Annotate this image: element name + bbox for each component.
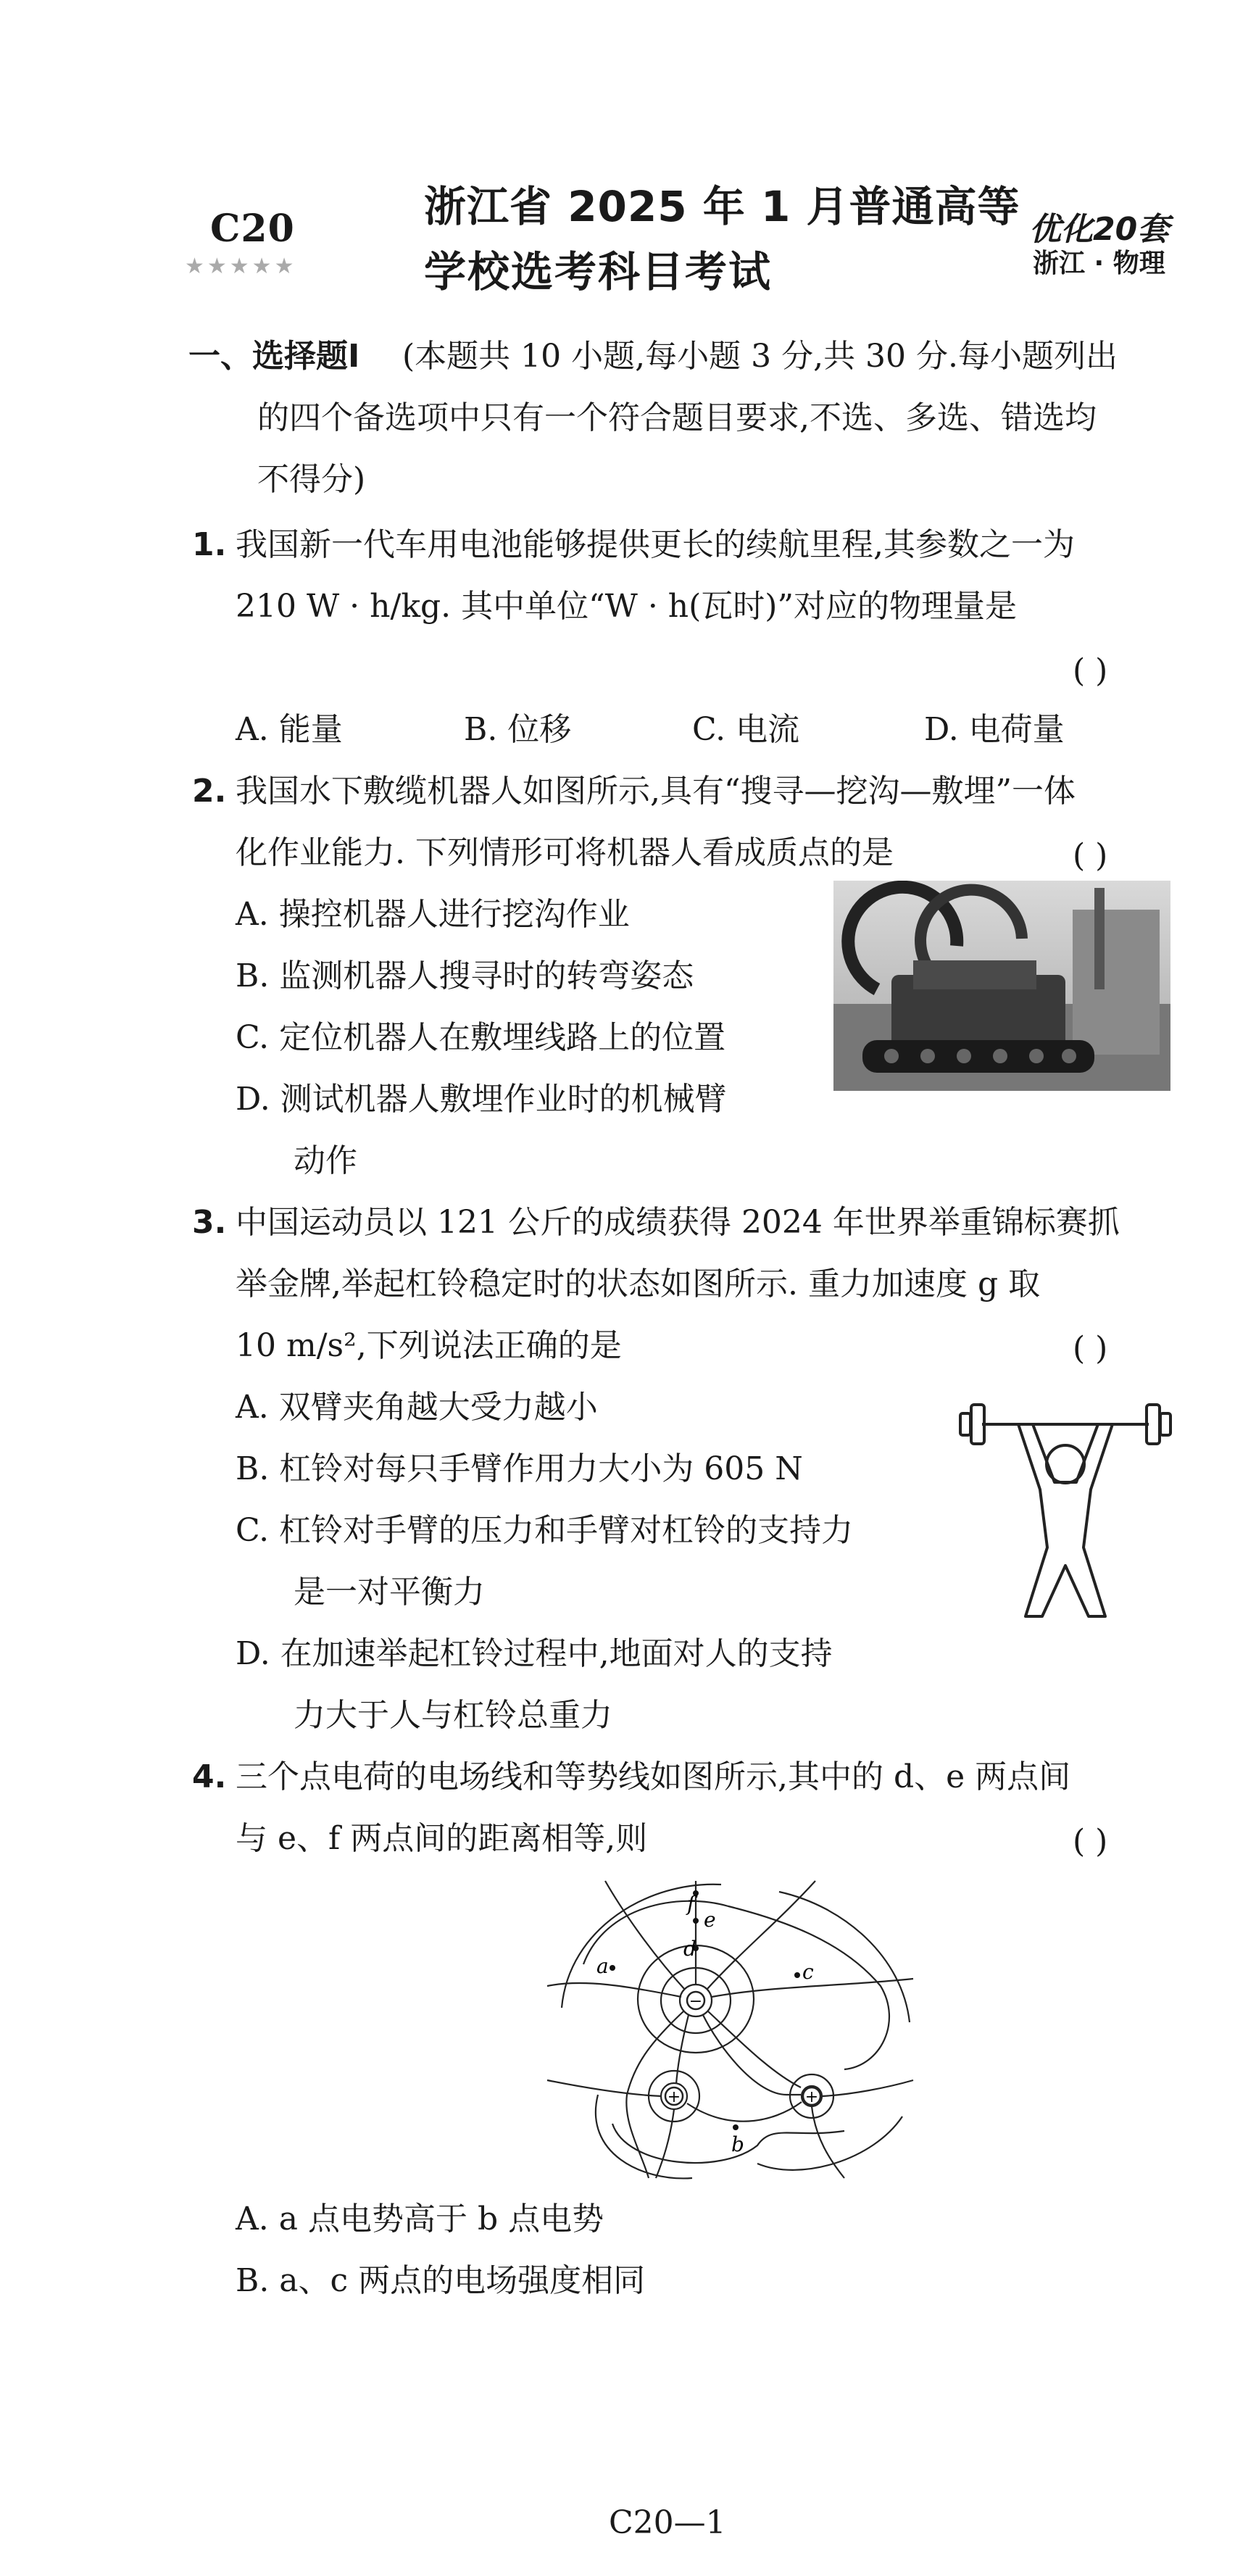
paper-code-badge: C20: [210, 207, 295, 251]
negative-charge-sign: −: [689, 1993, 703, 2011]
exam-title-line1: 浙江省 2025 年 1 月普通高等: [424, 182, 1020, 231]
question-number: 3.: [192, 1204, 227, 1241]
q3-text-line3: 10 m/s²,下列说法正确的是: [236, 1327, 622, 1364]
positive-charge-right-sign: +: [804, 2088, 819, 2106]
q4-text-line2: 与 e、f 两点间的距离相等,则: [236, 1820, 648, 1857]
question-number: 2.: [192, 773, 227, 810]
question-number: 4.: [192, 1758, 227, 1795]
q1-option-b: B. 位移: [464, 711, 572, 748]
q2-option-b: B. 监测机器人搜寻时的转弯姿态: [236, 957, 694, 994]
q3-option-b: B. 杠铃对每只手臂作用力大小为 605 N: [236, 1450, 803, 1487]
q3-option-c: C. 杠铃对手臂的压力和手臂对杠铃的支持力: [236, 1512, 854, 1549]
q3-option-c-cont: 是一对平衡力: [294, 1574, 485, 1611]
q1-text-line1: 我国新一代车用电池能够提供更长的续航里程,其参数之一为: [236, 526, 1075, 563]
q2-option-d: D. 测试机器人敷埋作业时的机械臂: [236, 1081, 727, 1118]
point-d-label: d: [683, 1937, 696, 1961]
positive-charge-left-sign: +: [667, 2088, 681, 2106]
q2-option-a: A. 操控机器人进行挖沟作业: [236, 896, 630, 933]
point-b-label: b: [731, 2132, 744, 2156]
answer-blank: ( ): [1073, 652, 1108, 689]
point-e-label: e: [704, 1908, 716, 1932]
weightlifter-figure: [957, 1392, 1174, 1631]
brand-subtitle: 浙江 · 物理: [1033, 249, 1165, 278]
brand-logo: 优化20套: [1029, 211, 1170, 248]
point-f-label: f: [687, 1892, 695, 1916]
q4-option-b: B. a、c 两点的电场强度相同: [236, 2262, 646, 2299]
q2-option-d-cont: 动作: [294, 1142, 357, 1179]
q2-text-line1: 我国水下敷缆机器人如图所示,具有“搜寻—挖沟—敷埋”一体: [236, 773, 1076, 810]
electric-field-figure: [540, 1877, 917, 2182]
badge-stars-icon: ★★★★★: [185, 254, 297, 279]
section-heading: 一、选择题Ⅰ: [188, 338, 360, 375]
q1-option-d: D. 电荷量: [924, 711, 1065, 748]
exam-title-line2: 学校选考科目考试: [424, 247, 773, 296]
point-c-label: c: [802, 1960, 814, 1984]
section-intro-line3: 不得分): [257, 461, 366, 498]
answer-blank: ( ): [1073, 837, 1108, 874]
q4-option-a: A. a 点电势高于 b 点电势: [236, 2201, 604, 2238]
q3-text-line2: 举金牌,举起杠铃稳定时的状态如图所示. 重力加速度 g 取: [236, 1266, 1041, 1302]
q3-option-d-cont: 力大于人与杠铃总重力: [294, 1697, 612, 1734]
question-number: 1.: [192, 526, 227, 563]
answer-blank: ( ): [1073, 1330, 1108, 1367]
q2-option-c: C. 定位机器人在敷埋线路上的位置: [236, 1019, 726, 1056]
q2-text-line2: 化作业能力. 下列情形可将机器人看成质点的是: [236, 834, 894, 871]
q3-option-a: A. 双臂夹角越大受力越小: [236, 1389, 598, 1426]
q1-option-c: C. 电流: [692, 711, 800, 748]
robot-photo: [833, 881, 1170, 1091]
q3-option-d: D. 在加速举起杠铃过程中,地面对人的支持: [236, 1635, 833, 1672]
page-number: C20—1: [609, 2504, 726, 2541]
q4-text-line1: 三个点电荷的电场线和等势线如图所示,其中的 d、e 两点间: [236, 1758, 1071, 1795]
q1-option-a: A. 能量: [236, 711, 343, 748]
answer-blank: ( ): [1073, 1823, 1108, 1860]
section-intro-line1: (本题共 10 小题,每小题 3 分,共 30 分.每小题列出: [402, 338, 1118, 375]
q3-text-line1: 中国运动员以 121 公斤的成绩获得 2024 年世界举重锦标赛抓: [236, 1204, 1120, 1241]
point-a-label: a: [596, 1954, 609, 1978]
section-intro-line2: 的四个备选项中只有一个符合题目要求,不选、多选、错选均: [257, 399, 1097, 436]
q1-text-line2: 210 W · h/kg. 其中单位“W · h(瓦时)”对应的物理量是: [236, 588, 1017, 625]
